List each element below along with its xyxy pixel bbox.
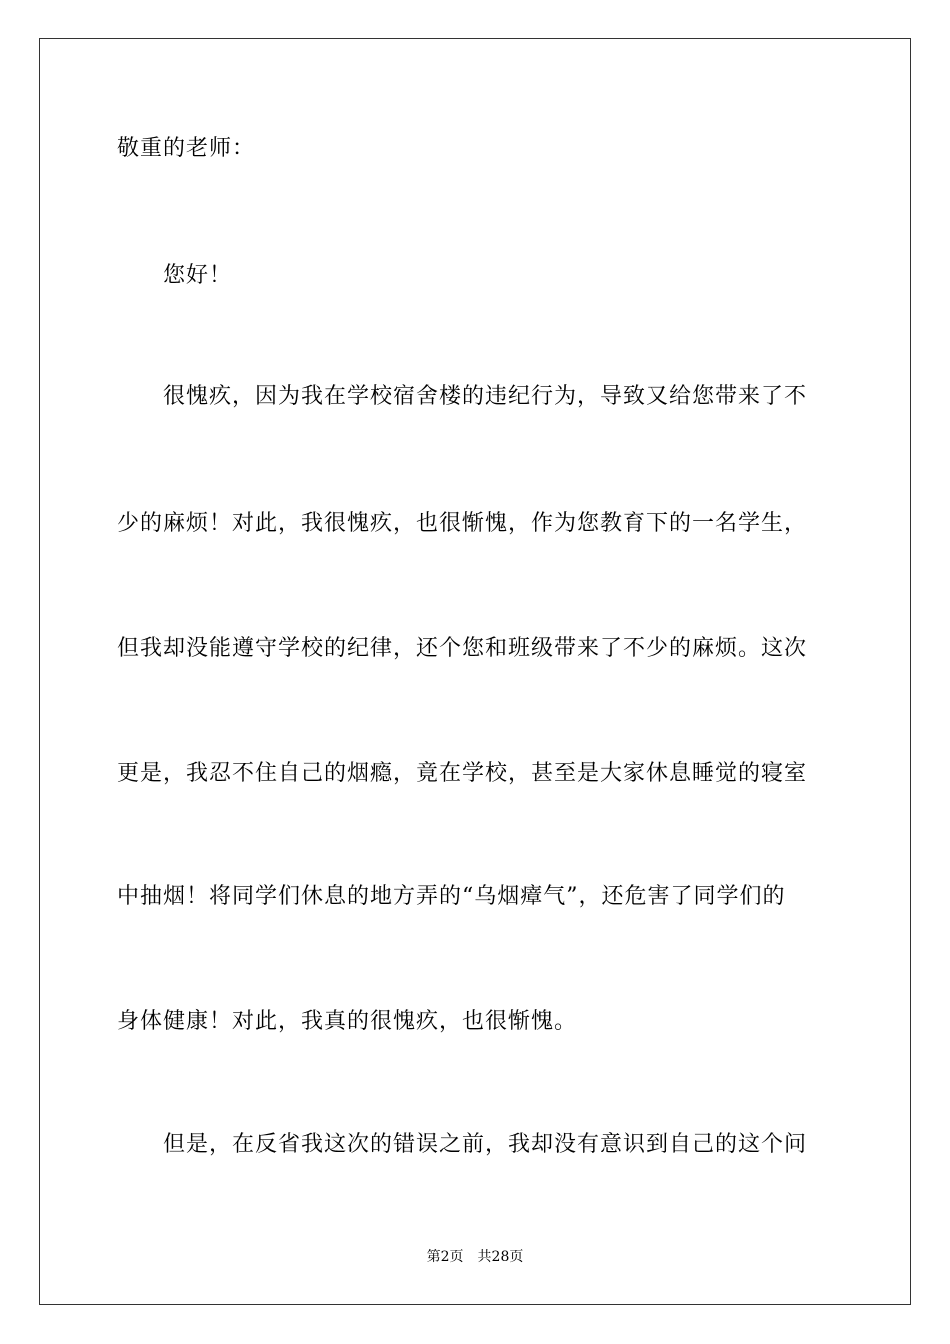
paragraph-line: 但是，在反省我这次的错误之前，我却没有意识到自己的这个问 [163,1132,808,1157]
paragraph-line: 少的麻烦！对此，我很愧疚，也很惭愧，作为您教育下的一名学生， [117,511,808,536]
paragraph-line: 但我却没能遵守学校的纪律，还个您和班级带来了不少的麻烦。这次 [117,636,808,661]
paragraph-line: 中抽烟！将同学们休息的地方弄的“乌烟瘴气”，还危害了同学们的 [117,884,786,909]
salutation: 敬重的老师： [117,136,256,161]
page-number: 第2页 [426,1249,464,1265]
page-border [39,38,911,1305]
page-footer [0,1247,950,1267]
paragraph-line: 很愧疚，因为我在学校宿舍楼的违纪行为，导致又给您带来了不 [163,384,808,409]
greeting: 您好！ [163,263,233,288]
total-pages: 共28页 [477,1249,524,1265]
paragraph-line: 身体健康！对此，我真的很愧疚，也很惭愧。 [117,1009,578,1034]
paragraph-line: 更是，我忍不住自己的烟瘾，竟在学校，甚至是大家休息睡觉的寝室 [117,761,808,786]
